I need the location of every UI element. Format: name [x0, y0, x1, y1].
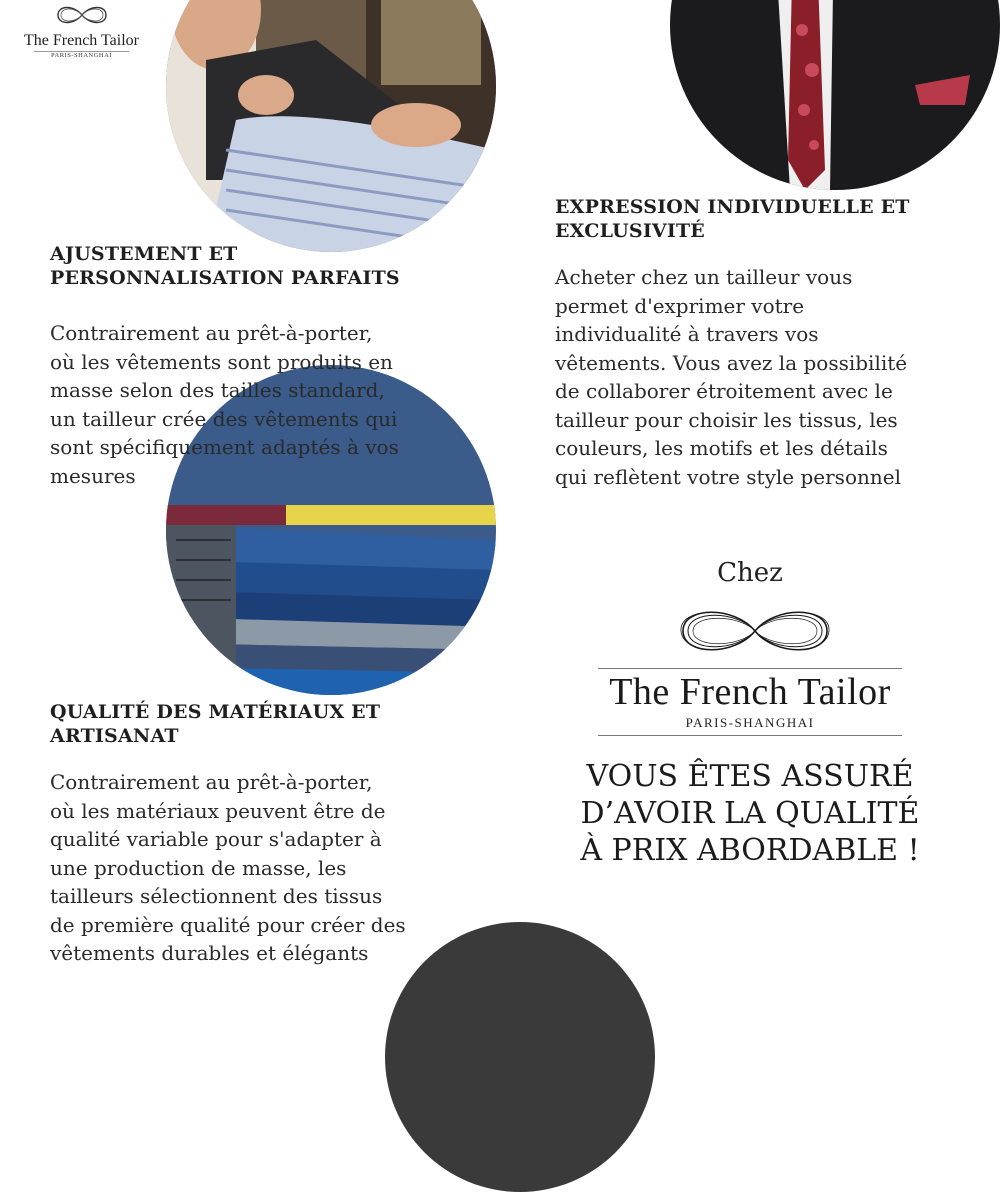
body-line: permet d'exprimer votre: [555, 293, 805, 318]
body-line: une production de masse, les: [50, 855, 347, 880]
heading-line: PERSONNALISATION PARFAITS: [50, 267, 400, 289]
section-body-expression: [555, 263, 995, 491]
heading-line: QUALITÉ DES MATÉRIAUX ET: [50, 701, 381, 723]
body-line: sont spécifiquement adaptés à vos: [50, 435, 399, 459]
photo-tailor-fitting: [166, 0, 496, 252]
body-line: tailleurs sélectionnent des tissus: [50, 884, 383, 908]
chez-label: Chez: [717, 558, 783, 588]
body-line: Contrairement au prêt-à-porter,: [50, 770, 373, 794]
body-line: où les vêtements sont produits en: [50, 349, 393, 374]
body-line: mesures: [50, 463, 136, 488]
infinity-logo-large: [675, 600, 835, 662]
body-line: couleurs, les motifs et les détails: [555, 436, 888, 460]
brand-tagline-large: PARIS-SHANGHAI: [685, 715, 815, 730]
heading-line: EXCLUSIVITÉ: [555, 220, 705, 242]
body-line: masse selon des tailles standard,: [50, 378, 385, 402]
body-line: de première qualité pour créer des: [50, 912, 406, 937]
section-body-quality: [50, 768, 490, 968]
slogan-line: À PRIX ABORDABLE !: [580, 833, 920, 868]
heading-line: ARTISANAT: [50, 725, 179, 747]
brand-name-large: The French Tailor: [609, 671, 891, 713]
body-line: Acheter chez un tailleur vous: [555, 265, 853, 289]
body-line: individualité à travers vos: [555, 322, 819, 346]
infinity-icon: [52, 2, 112, 28]
brand-name-small: The French Tailor: [24, 32, 139, 49]
brand-logo-small: [14, 2, 149, 60]
body-line: Contrairement au prêt-à-porter,: [50, 321, 373, 345]
slogan: [545, 758, 955, 869]
heading-line: EXPRESSION INDIVIDUELLE ET: [555, 196, 910, 218]
body-line: où les matériaux peuvent être de: [50, 798, 386, 823]
heading-line: AJUSTEMENT ET: [50, 243, 238, 265]
decorative-circle: [385, 922, 655, 1192]
brand-tagline-small: PARIS-SHANGHAI: [34, 51, 129, 60]
body-line: qualité variable pour s'adapter à: [50, 827, 382, 851]
slogan-line: D’AVOIR LA QUALITÉ: [580, 796, 920, 831]
section-heading-fit: [50, 242, 470, 290]
body-line: tailleur pour choisir les tissus, les: [555, 407, 898, 432]
slogan-line: VOUS ÊTES ASSURÉ: [586, 759, 914, 794]
section-heading-quality: [50, 700, 470, 748]
body-line: vêtements durables et élégants: [50, 941, 369, 965]
photo-suit-tie: [670, 0, 1000, 190]
divider: [598, 735, 902, 736]
section-body-fit: [50, 319, 490, 490]
body-line: qui reflètent votre style personnel: [555, 464, 901, 489]
body-line: un tailleur crée des vêtements qui: [50, 406, 398, 431]
body-line: vêtements. Vous avez la possibilité: [555, 350, 908, 375]
brand-logo-large: [570, 668, 930, 736]
body-line: de collaborer étroitement avec le: [555, 379, 893, 403]
infinity-icon: [675, 600, 835, 662]
section-heading-expression: [555, 195, 975, 243]
